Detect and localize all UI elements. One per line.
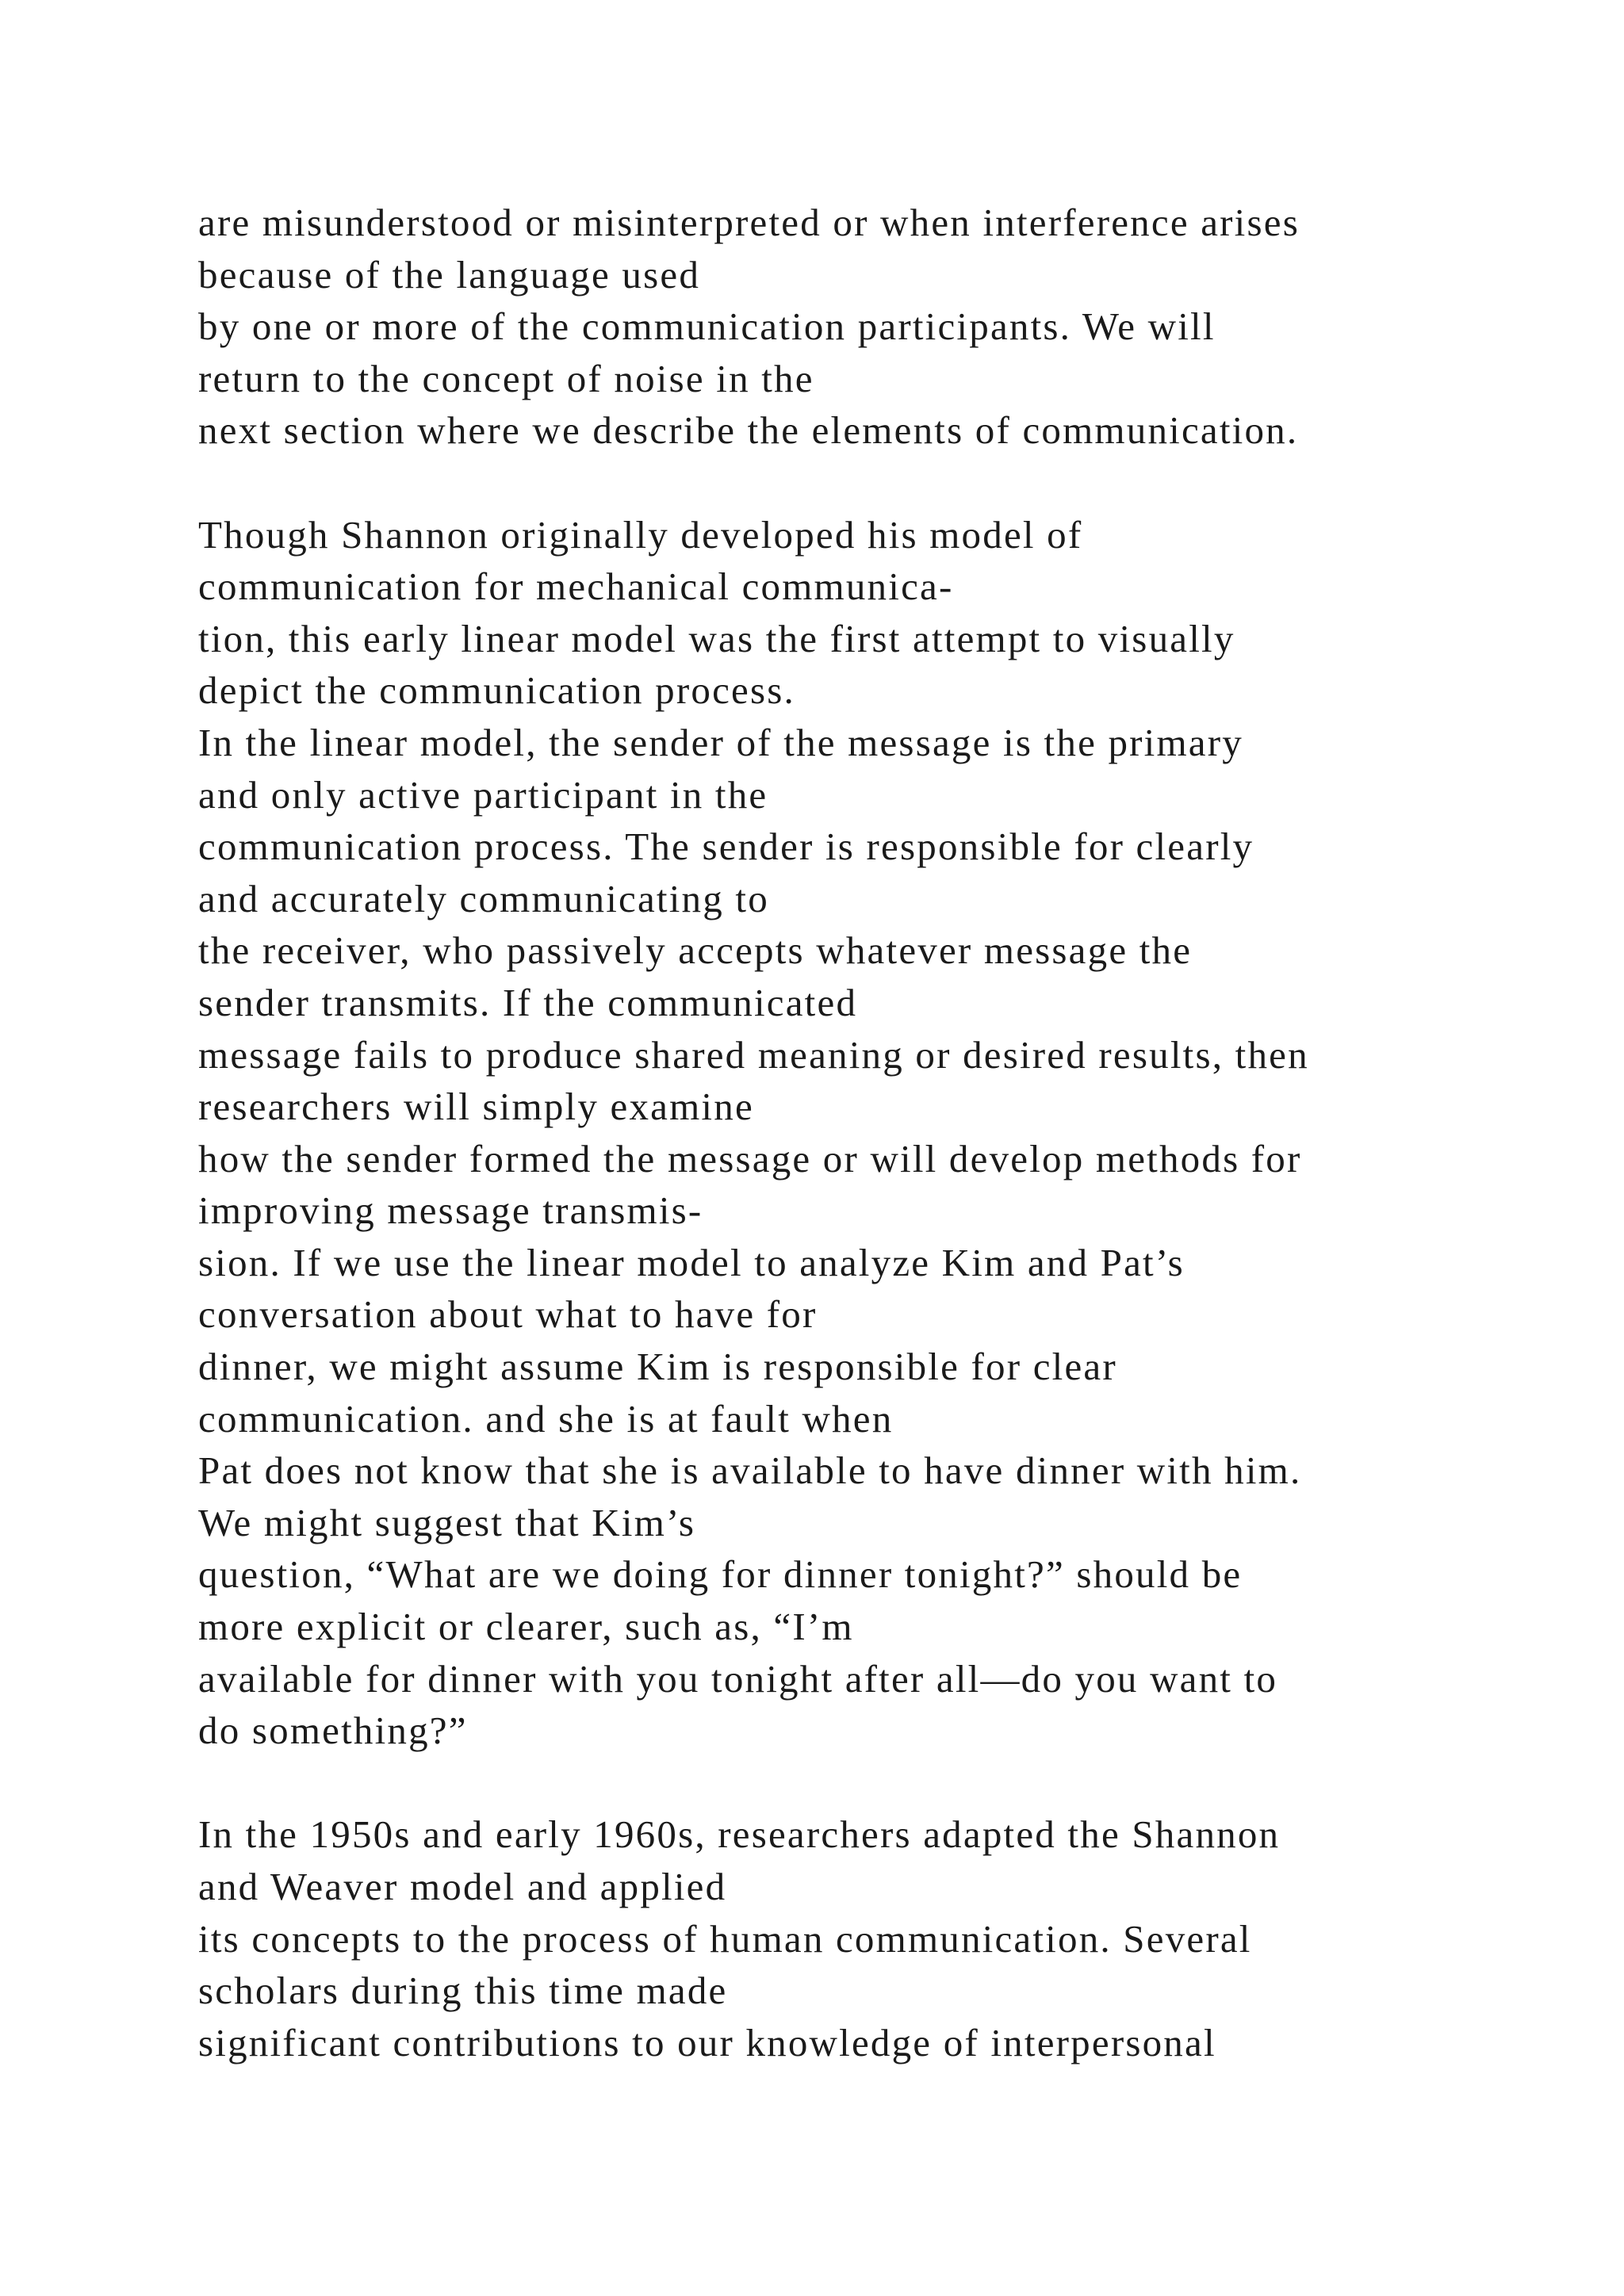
text-line: return to the concept of noise in the (198, 356, 814, 400)
paragraph-2 (198, 509, 1546, 1757)
text-line: by one or more of the communication participants. We will (198, 304, 1216, 349)
text-line: and Weaver model and applied (198, 1865, 727, 1908)
text-line: available for dinner with you tonight after all—do you want to (198, 1656, 1278, 1701)
text-line: next section where we describe the elements of communication. (198, 408, 1299, 453)
text-line: more explicit or clearer, such as, “I’m (198, 1605, 854, 1649)
text-line: the receiver, who passively accepts whatever message the (198, 928, 1193, 973)
text-line: and only active participant in the (198, 772, 768, 817)
text-line: sion. If we use the linear model to analyze Kim and Pat’s (198, 1240, 1185, 1284)
text-line: are misunderstood or misinterpreted or when interference arises (198, 201, 1300, 244)
text-line: Pat does not know that she is available to have dinner with him. (198, 1448, 1302, 1493)
text-line: its concepts to the process of human communication. Several (198, 1916, 1252, 1961)
paragraph-1 (198, 197, 1546, 457)
paragraph-spacer (198, 457, 1546, 509)
text-line: communication. and she is at fault when (198, 1396, 894, 1441)
text-line: In the linear model, the sender of the message is the primary (198, 720, 1243, 764)
document-body (198, 197, 1546, 2068)
text-line: sender transmits. If the communicated (198, 980, 858, 1024)
text-line: conversation about what to have for (198, 1292, 818, 1337)
text-line: because of the language used (198, 252, 701, 297)
text-line: Though Shannon originally developed his model of (198, 512, 1083, 557)
text-line: dinner, we might assume Kim is responsible for clear (198, 1345, 1117, 1389)
text-line: how the sender formed the message or will develop methods for (198, 1136, 1302, 1181)
text-line: communication process. The sender is responsible for clearly (198, 825, 1254, 869)
text-line: improving message transmis- (198, 1188, 703, 1233)
text-line: question, “What are we doing for dinner tonight?” should be (198, 1552, 1243, 1597)
paragraph-spacer (198, 1757, 1546, 1809)
text-line: message fails to produce shared meaning or desired results, then (198, 1032, 1309, 1077)
text-line: significant contributions to our knowledge of interpersonal (198, 2020, 1216, 2064)
paragraph-3 (198, 1808, 1546, 2068)
text-line: communication for mechanical communica- (198, 564, 954, 609)
text-line: depict the communication process. (198, 668, 795, 713)
text-line: We might suggest that Kim’s (198, 1500, 696, 1544)
text-line: researchers will simply examine (198, 1085, 754, 1129)
text-line: and accurately communicating to (198, 876, 769, 920)
text-line: tion, this early linear model was the first attempt to visually (198, 616, 1235, 660)
text-line: In the 1950s and early 1960s, researchers adapted the Shannon (198, 1812, 1281, 1857)
text-line: scholars during this time made (198, 1969, 728, 2013)
text-line: do something?” (198, 1709, 468, 1753)
